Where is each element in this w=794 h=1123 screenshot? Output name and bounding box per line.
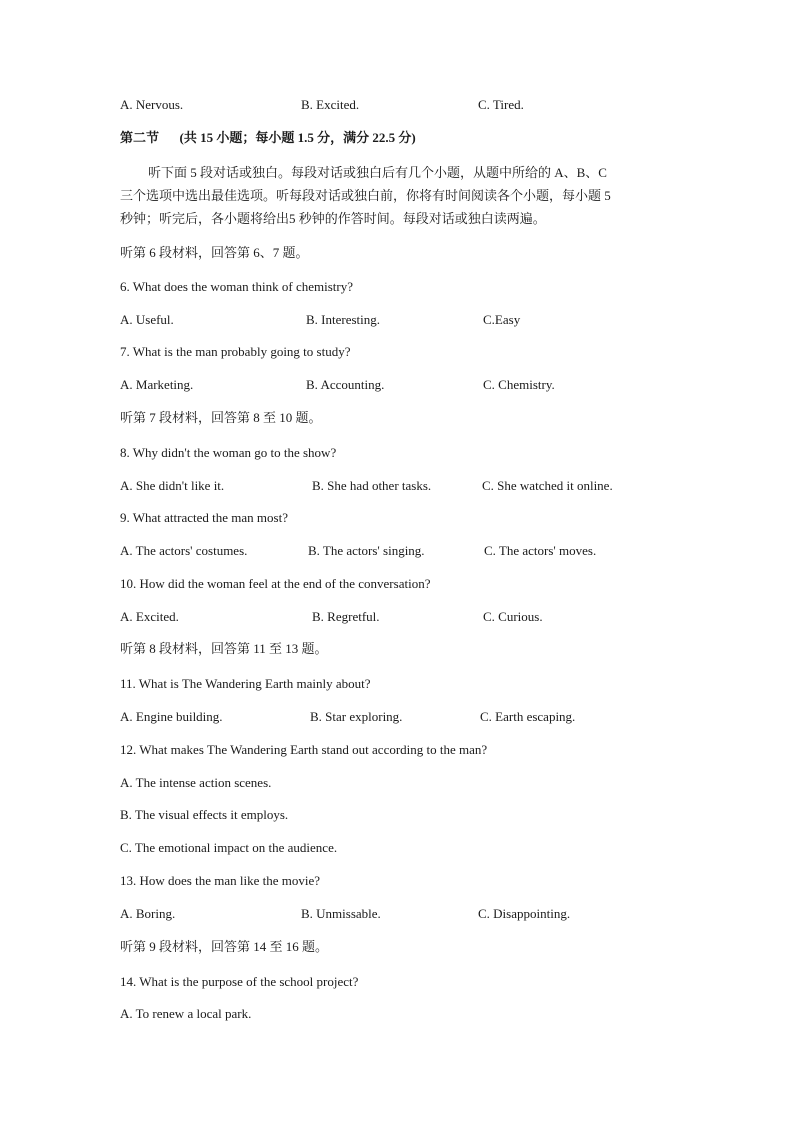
q12-option-b: B. The visual effects it employs.: [120, 807, 289, 822]
q7-option-a: A. Marketing.: [120, 377, 194, 392]
q12-stem: 12. What makes The Wandering Earth stand out according to the man?: [120, 742, 488, 757]
instructions-line-1: 听下面 5 段对话或独白。每段对话或独白后有几个小题，从题中所给的 A、B、C: [148, 165, 607, 180]
q11-option-b: B. Star exploring.: [310, 709, 403, 724]
q14-stem: 14. What is the purpose of the school project?: [120, 974, 359, 989]
q6-option-b: B. Interesting.: [306, 312, 381, 327]
q11-option-c: C. Earth escaping.: [480, 709, 576, 724]
q14-option-a: A. To renew a local park.: [120, 1006, 252, 1021]
q11-stem: 11. What is The Wandering Earth mainly about?: [120, 676, 371, 691]
q10-option-a: A. Excited.: [120, 609, 179, 624]
q7-option-b: B. Accounting.: [306, 377, 385, 392]
q13-option-a: A. Boring.: [120, 906, 176, 921]
q10-option-c: C. Curious.: [483, 609, 543, 624]
section-rule: (共 15 小题；每小题 1.5 分，满分 22.5 分): [179, 130, 416, 145]
q11-option-a: A. Engine building.: [120, 709, 223, 724]
q13-option-c: C. Disappointing.: [478, 906, 571, 921]
q6-stem: 6. What does the woman think of chemistry?: [120, 279, 353, 294]
q7-stem: 7. What is the man probably going to study?: [120, 344, 351, 359]
q5-option-b: B. Excited.: [301, 97, 360, 112]
passage-9-heading: 听第 9 段材料，回答第 14 至 16 题。: [120, 939, 329, 954]
q10-option-b: B. Regretful.: [312, 609, 380, 624]
instructions-line-2: 三个选项中选出最佳选项。听每段对话或独白前，你将有时间阅读各个小题，每小题 5: [120, 188, 611, 203]
q8-option-b: B. She had other tasks.: [312, 478, 432, 493]
q6-option-c: C.Easy: [483, 312, 521, 327]
passage-7-heading: 听第 7 段材料，回答第 8 至 10 题。: [120, 410, 322, 425]
q6-option-a: A. Useful.: [120, 312, 174, 327]
q13-option-b: B. Unmissable.: [301, 906, 381, 921]
section-heading: [120, 130, 416, 146]
q5-option-c: C. Tired.: [478, 97, 524, 112]
passage-6-heading: 听第 6 段材料，回答第 6、7 题。: [120, 245, 309, 260]
q9-option-b: B. The actors' singing.: [308, 543, 425, 558]
q8-option-a: A. She didn't like it.: [120, 478, 225, 493]
q5-option-a: A. Nervous.: [120, 97, 184, 112]
section-title: 第二节: [120, 130, 160, 145]
q8-option-c: C. She watched it online.: [482, 478, 613, 493]
q12-option-c: C. The emotional impact on the audience.: [120, 840, 338, 855]
q9-stem: 9. What attracted the man most?: [120, 510, 288, 525]
passage-8-heading: 听第 8 段材料，回答第 11 至 13 题。: [120, 641, 328, 656]
q9-option-a: A. The actors' costumes.: [120, 543, 248, 558]
q13-stem: 13. How does the man like the movie?: [120, 873, 321, 888]
q10-stem: 10. How did the woman feel at the end of the conversation?: [120, 576, 431, 591]
q8-stem: 8. Why didn't the woman go to the show?: [120, 445, 337, 460]
q12-option-a: A. The intense action scenes.: [120, 775, 272, 790]
q9-option-c: C. The actors' moves.: [484, 543, 597, 558]
q7-option-c: C. Chemistry.: [483, 377, 555, 392]
instructions-line-3: 秒钟；听完后，各小题将给出5 秒钟的作答时间。每段对话或独白读两遍。: [120, 211, 546, 226]
instructions: [120, 161, 676, 230]
